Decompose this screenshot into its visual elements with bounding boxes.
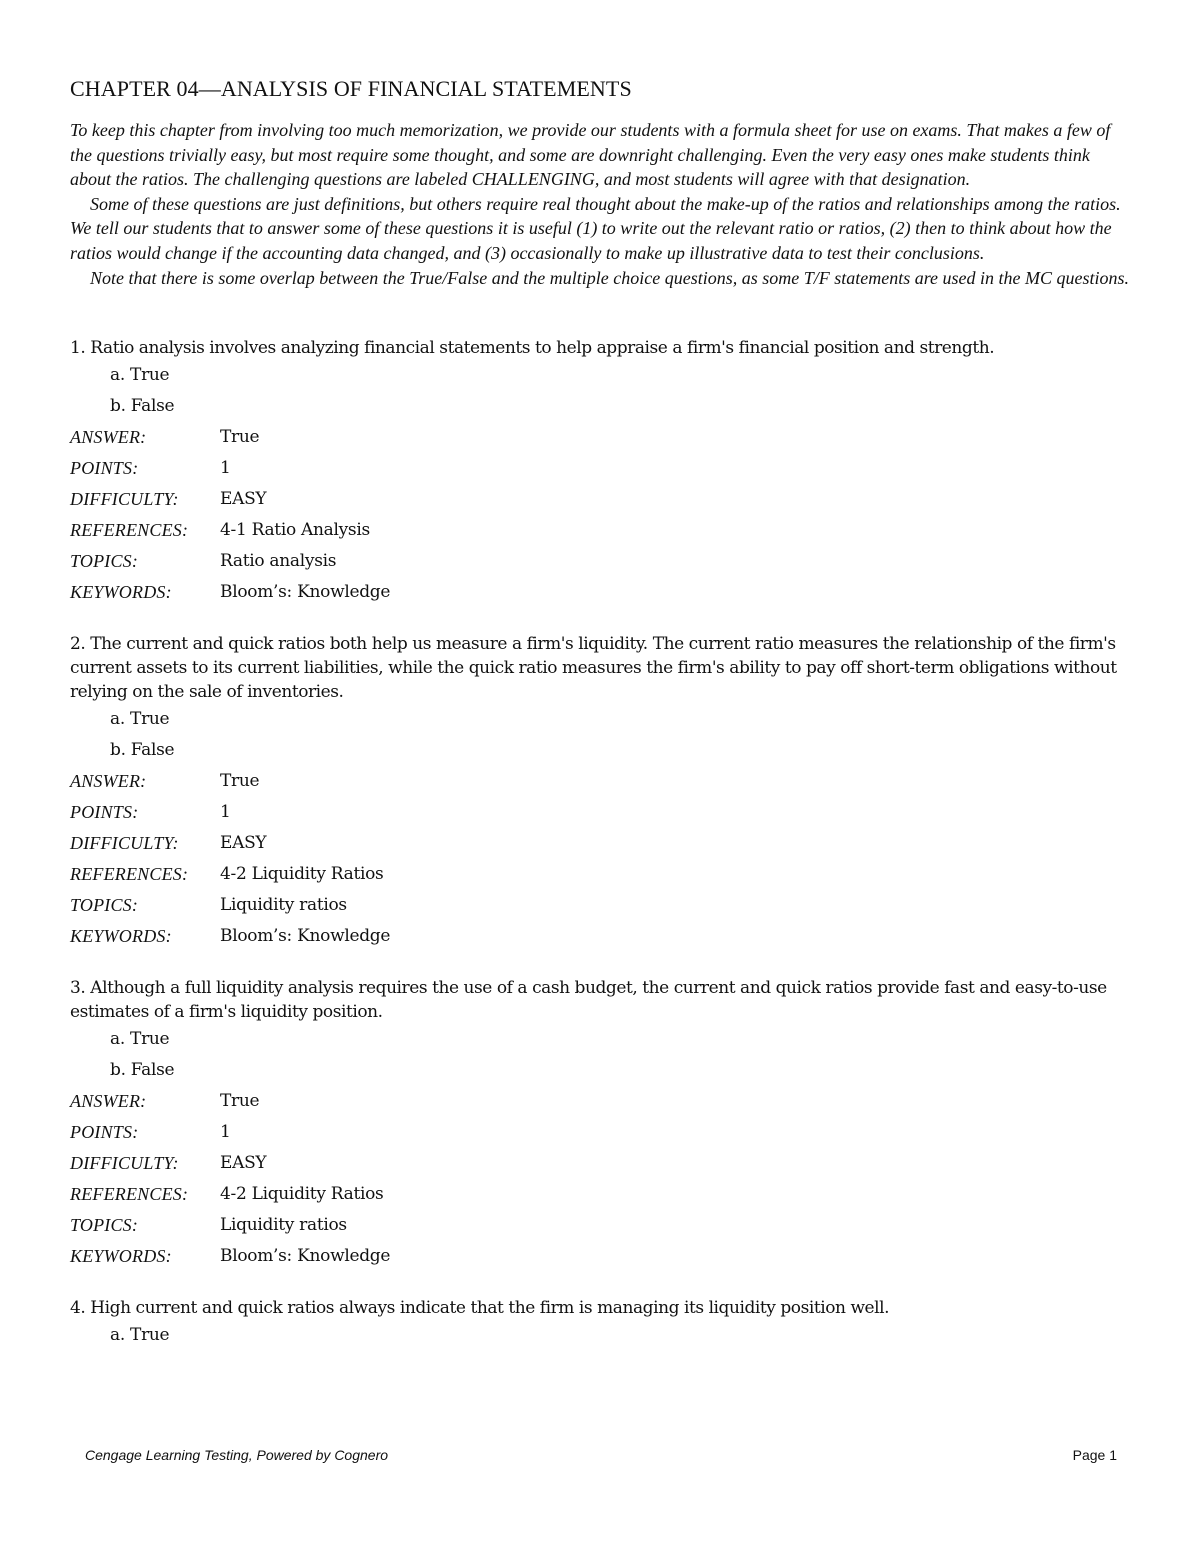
references-label: REFERENCES: <box>70 864 189 885</box>
page-number: Page 1 <box>1072 1447 1117 1463</box>
keywords-label: KEYWORDS: <box>70 582 172 603</box>
option-a: a. True <box>110 1325 170 1346</box>
keywords-value: Bloom’s: Knowledge <box>220 926 391 947</box>
keywords-label: KEYWORDS: <box>70 926 172 947</box>
topics-label: TOPICS: <box>70 1215 139 1236</box>
points-value: 1 <box>220 802 231 823</box>
difficulty-row <box>70 484 1130 515</box>
option-a: a. True <box>110 365 170 386</box>
intro-paragraph: Some of these questions are just definitions, but others require real thought about the make-up of the ratios and relationships among the ratios. We tell our students that to answer some of these questions it is useful (1) to write out the relevant ratio or ratios, (2) then to think about how the ratios would change if the accounting data changed, and (3) occasionally to make up illustrative data to test their conclusions. <box>70 193 1121 263</box>
points-row <box>70 1117 1130 1148</box>
question-text: 1. Ratio analysis involves analyzing financial statements to help appraise a firm's financial position and strength. <box>70 338 995 359</box>
answer-value: True <box>220 771 260 792</box>
question-list <box>70 336 1130 1351</box>
points-label: POINTS: <box>70 802 139 823</box>
difficulty-value: EASY <box>220 833 267 854</box>
topics-value: Liquidity ratios <box>220 895 347 916</box>
keywords-label: KEYWORDS: <box>70 1246 172 1267</box>
answer-row <box>70 766 1130 797</box>
difficulty-label: DIFFICULTY: <box>70 1153 179 1174</box>
keywords-row <box>70 921 1130 952</box>
question-text: 4. High current and quick ratios always indicate that the firm is managing its liquidity position well. <box>70 1298 890 1319</box>
answer-label: ANSWER: <box>70 427 147 448</box>
option-a: a. True <box>110 1029 170 1050</box>
keywords-value: Bloom’s: Knowledge <box>220 1246 391 1267</box>
intro-section <box>70 118 1130 290</box>
answer-value: True <box>220 1091 260 1112</box>
references-row <box>70 1179 1130 1210</box>
keywords-row <box>70 577 1130 608</box>
question-1 <box>70 336 1130 608</box>
points-value: 1 <box>220 1122 231 1143</box>
option-a: a. True <box>110 709 170 730</box>
topics-row <box>70 546 1130 577</box>
difficulty-label: DIFFICULTY: <box>70 833 179 854</box>
answer-row <box>70 422 1130 453</box>
question-4 <box>70 1296 1130 1351</box>
points-label: POINTS: <box>70 458 139 479</box>
question-text: 2. The current and quick ratios both help us measure a firm's liquidity. The current ratio measures the relationship of the firm's current assets to its current liabilities, while the quick ratio measures the firm's ability to pay off short-term obligations without relying on the sale of inventories. <box>70 634 1117 703</box>
page-footer <box>85 1447 1117 1463</box>
answer-value: True <box>220 427 260 448</box>
keywords-value: Bloom’s: Knowledge <box>220 582 391 603</box>
references-label: REFERENCES: <box>70 520 189 541</box>
question-2 <box>70 632 1130 952</box>
references-label: REFERENCES: <box>70 1184 189 1205</box>
difficulty-value: EASY <box>220 489 267 510</box>
keywords-row <box>70 1241 1130 1272</box>
points-label: POINTS: <box>70 1122 139 1143</box>
topics-label: TOPICS: <box>70 895 139 916</box>
topics-row <box>70 1210 1130 1241</box>
difficulty-label: DIFFICULTY: <box>70 489 179 510</box>
document-page <box>70 70 1130 1375</box>
references-value: 4-2 Liquidity Ratios <box>220 1184 384 1205</box>
references-value: 4-2 Liquidity Ratios <box>220 864 384 885</box>
topics-value: Ratio analysis <box>220 551 337 572</box>
option-b: b. False <box>110 740 175 761</box>
topics-value: Liquidity ratios <box>220 1215 347 1236</box>
points-row <box>70 453 1130 484</box>
chapter-title: CHAPTER 04—ANALYSIS OF FINANCIAL STATEMENTS <box>70 76 632 101</box>
difficulty-value: EASY <box>220 1153 267 1174</box>
points-row <box>70 797 1130 828</box>
points-value: 1 <box>220 458 231 479</box>
references-row <box>70 515 1130 546</box>
intro-paragraph: Note that there is some overlap between the True/False and the multiple choice questions, as some T/F statements are used in the MC questions. <box>90 267 1130 288</box>
topics-label: TOPICS: <box>70 551 139 572</box>
references-value: 4-1 Ratio Analysis <box>220 520 370 541</box>
footer-credit: Cengage Learning Testing, Powered by Cognero <box>85 1447 389 1463</box>
answer-label: ANSWER: <box>70 1091 147 1112</box>
intro-paragraph: To keep this chapter from involving too much memorization, we provide our students with a formula sheet for use on exams. That makes a few of the questions trivially easy, but most require some thought, and some are downright challenging. Even the very easy ones make students think about the ratios. The challenging questions are labeled CHALLENGING, and most students will agree with that designation. <box>70 120 1111 190</box>
topics-row <box>70 890 1130 921</box>
question-text: 3. Although a full liquidity analysis requires the use of a cash budget, the current and quick ratios provide fast and easy-to-use estimates of a firm's liquidity position. <box>70 978 1107 1023</box>
option-b: b. False <box>110 1060 175 1081</box>
option-b: b. False <box>110 396 175 417</box>
difficulty-row <box>70 1148 1130 1179</box>
difficulty-row <box>70 828 1130 859</box>
references-row <box>70 859 1130 890</box>
answer-label: ANSWER: <box>70 771 147 792</box>
answer-row <box>70 1086 1130 1117</box>
question-3 <box>70 976 1130 1272</box>
